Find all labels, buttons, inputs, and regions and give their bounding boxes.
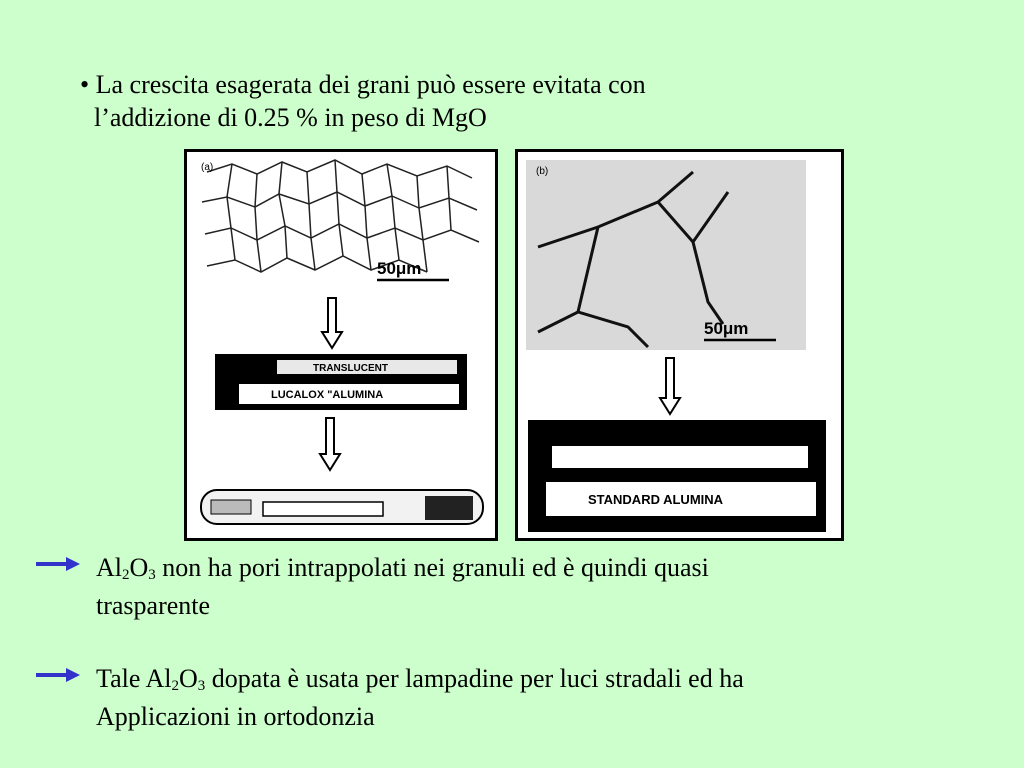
formula-al2o3: $Al_2O_3$ [96,553,156,583]
standard-strip [552,446,808,468]
panel-b-label: (b) [536,166,549,177]
panel-a-scale: 50μm [377,259,422,278]
right-arrow-icon [36,557,80,571]
panel-a-label: (a) [201,162,214,173]
down-arrow-icon [320,418,340,470]
coarse-grain-micrograph [526,160,806,350]
point-1-line-2: trasparente [96,591,211,620]
bullet-text [80,68,840,134]
point-2-prefix: Tale [96,664,146,693]
lucalox-label: LUCALOX "ALUMINA [271,389,384,401]
translucent-label: TRANSLUCENT [313,363,388,374]
lamp-tube-icon [201,490,483,524]
bullet-line-1: La crescita esagerata dei grani può essere evitata con [95,70,646,99]
down-arrow-icon [660,358,680,414]
point-2-line-2: Applicazioni in ortodonzia [96,702,375,731]
micrograph-panel-b [515,149,844,541]
standard-label: STANDARD ALUMINA [588,492,724,507]
formula-al2o3: $Al_2O_3$ [145,664,206,694]
panel-b-scale: 50μm [704,319,749,338]
micrograph-panel-a [184,149,498,541]
right-arrow-icon [36,668,80,682]
bullet-line-2: l’addizione di 0.25 % in peso di MgO [94,103,487,132]
down-arrow-icon [322,298,342,348]
point-1-line-1: non ha pori intrappolati nei granuli ed è quindi quasi [155,553,709,582]
point-2-line-1: dopata è usata per lampadine per luci stradali ed ha [205,664,744,693]
bullet-marker: • [80,70,90,99]
fine-grain-micrograph [202,160,479,272]
